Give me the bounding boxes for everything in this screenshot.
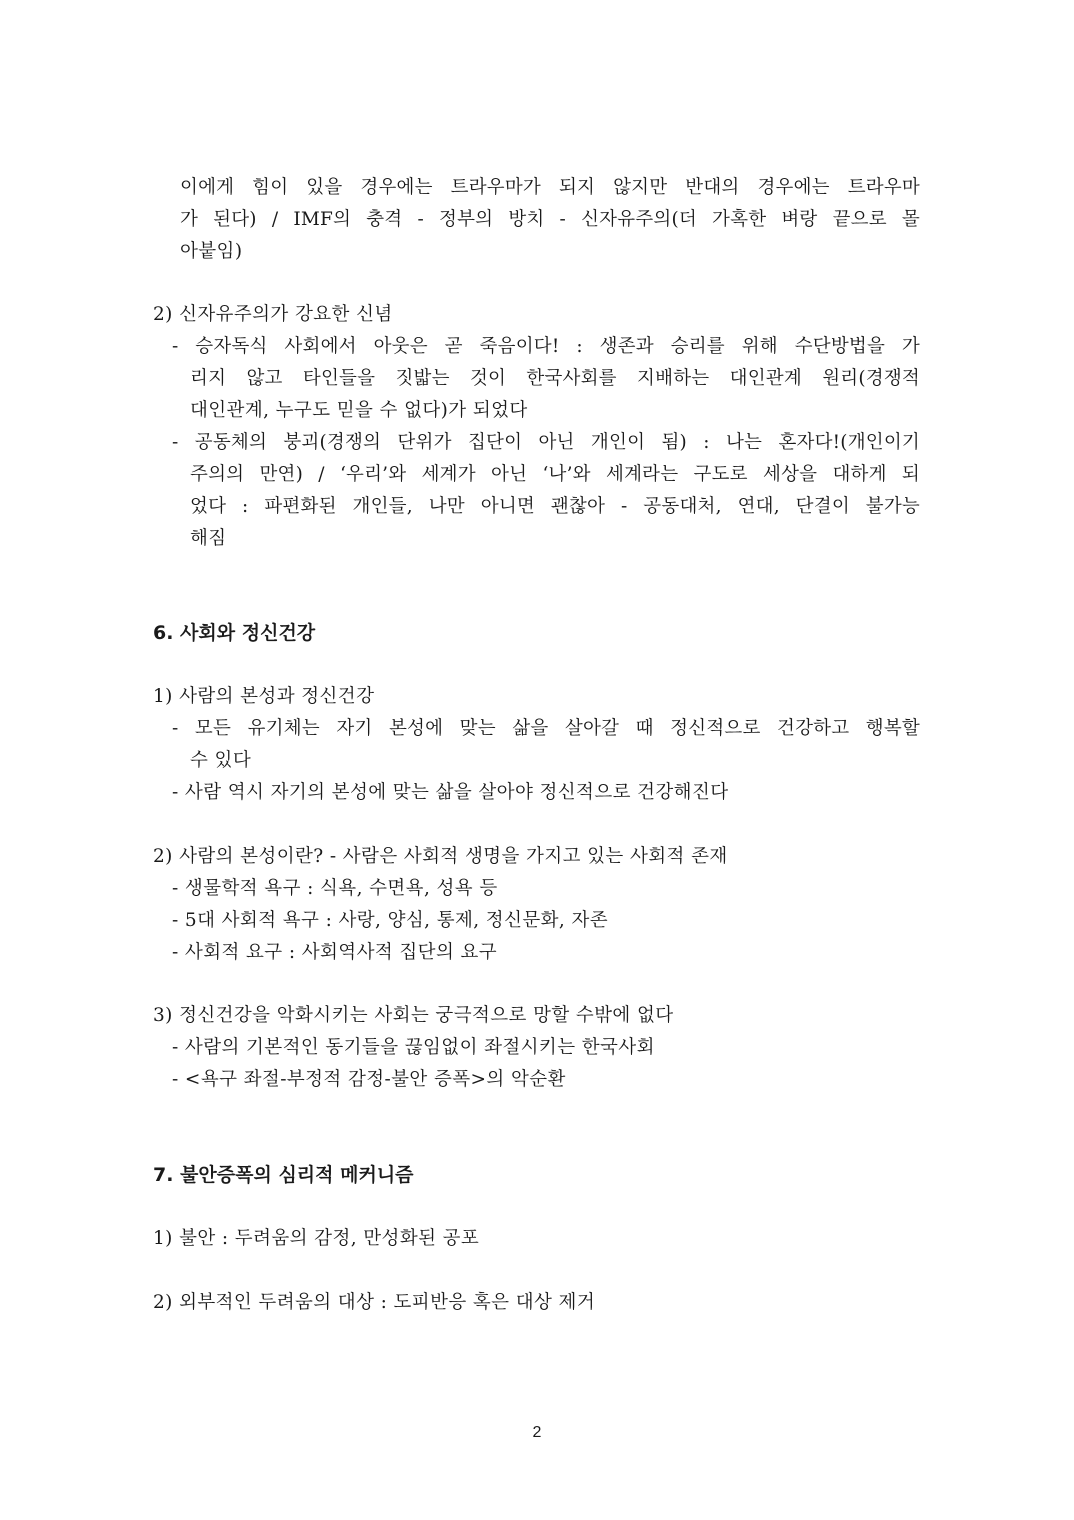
section6-item1-bullet1-line2: 수 있다: [190, 750, 252, 771]
section6-item1-bullet1-line1: - 모든 유기체는 자기 본성에 맞는 삶을 살아갈 때 정신적으로 건강하고 행복할: [172, 718, 920, 739]
s5-item2-bullet2-line4: 해짐: [190, 528, 227, 549]
continuation-line-3: 아붙임): [180, 241, 243, 262]
section6-item1-bullet2: - 사람 역시 자기의 본성에 맞는 삶을 살아야 정신적으로 건강해진다: [172, 782, 729, 803]
section7-item2: 2) 외부적인 두려움의 대상 : 도피반응 혹은 대상 제거: [153, 1292, 596, 1313]
section6-item1-title: 1) 사람의 본성과 정신건강: [153, 686, 375, 707]
section6-item2-bullet3: - 사회적 요구 : 사회역사적 집단의 요구: [172, 942, 498, 963]
s5-item2-bullet2-line1: - 공동체의 붕괴(경쟁의 단위가 집단이 아닌 개인이 됨) : 나는 혼자다!(개인이기: [172, 432, 920, 453]
section6-item3-bullet1: - 사람의 기본적인 동기들을 끊임없이 좌절시키는 한국사회: [172, 1037, 655, 1058]
s5-item2-title: 2) 신자유주의가 강요한 신념: [153, 304, 393, 325]
section6-heading: 6. 사회와 정신건강: [153, 622, 316, 644]
s5-item2-bullet2-line3: 었다 : 파편화된 개인들, 나만 아니면 괜찮아 - 공동대처, 연대, 단결이 불가능: [190, 496, 920, 517]
section6-item2-title: 2) 사람의 본성이란? - 사람은 사회적 생명을 가지고 있는 사회적 존재: [153, 846, 728, 867]
section7-heading: 7. 불안증폭의 심리적 메커니즘: [153, 1164, 414, 1186]
section6-item3-title: 3) 정신건강을 악화시키는 사회는 궁극적으로 망할 수밖에 없다: [153, 1005, 674, 1026]
s5-item2-bullet2-line2: 주의의 만연) / ‘우리’와 세계가 아닌 ‘나’와 세계라는 구도로 세상을 대하게 되: [190, 464, 920, 485]
s5-item2-bullet1-line2: 리지 않고 타인들을 짓밟는 것이 한국사회를 지배하는 대인관계 원리(경쟁적: [190, 368, 920, 389]
section6-item2-bullet2: - 5대 사회적 욕구 : 사랑, 양심, 통제, 정신문화, 자존: [172, 910, 608, 931]
page-number: 2: [532, 1424, 542, 1441]
s5-item2-bullet1-line3: 대인관계, 누구도 믿을 수 없다)가 되었다: [190, 400, 528, 421]
section6-item3-bullet2: - <욕구 좌절-부정적 감정-불안 증폭>의 악순환: [172, 1069, 566, 1090]
section6-item2-bullet1: - 생물학적 욕구 : 식욕, 수면욕, 성욕 등: [172, 878, 498, 899]
continuation-line-1: 이에게 힘이 있을 경우에는 트라우마가 되지 않지만 반대의 경우에는 트라우마: [180, 177, 920, 198]
continuation-line-2: 가 된다) / IMF의 충격 - 정부의 방치 - 신자유주의(더 가혹한 벼랑 끝으로 몰: [180, 209, 920, 230]
s5-item2-bullet1-line1: - 승자독식 사회에서 아웃은 곧 죽음이다! : 생존과 승리를 위해 수단방법을 가: [172, 336, 920, 357]
section7-item1: 1) 불안 : 두려움의 감정, 만성화된 공포: [153, 1228, 480, 1249]
